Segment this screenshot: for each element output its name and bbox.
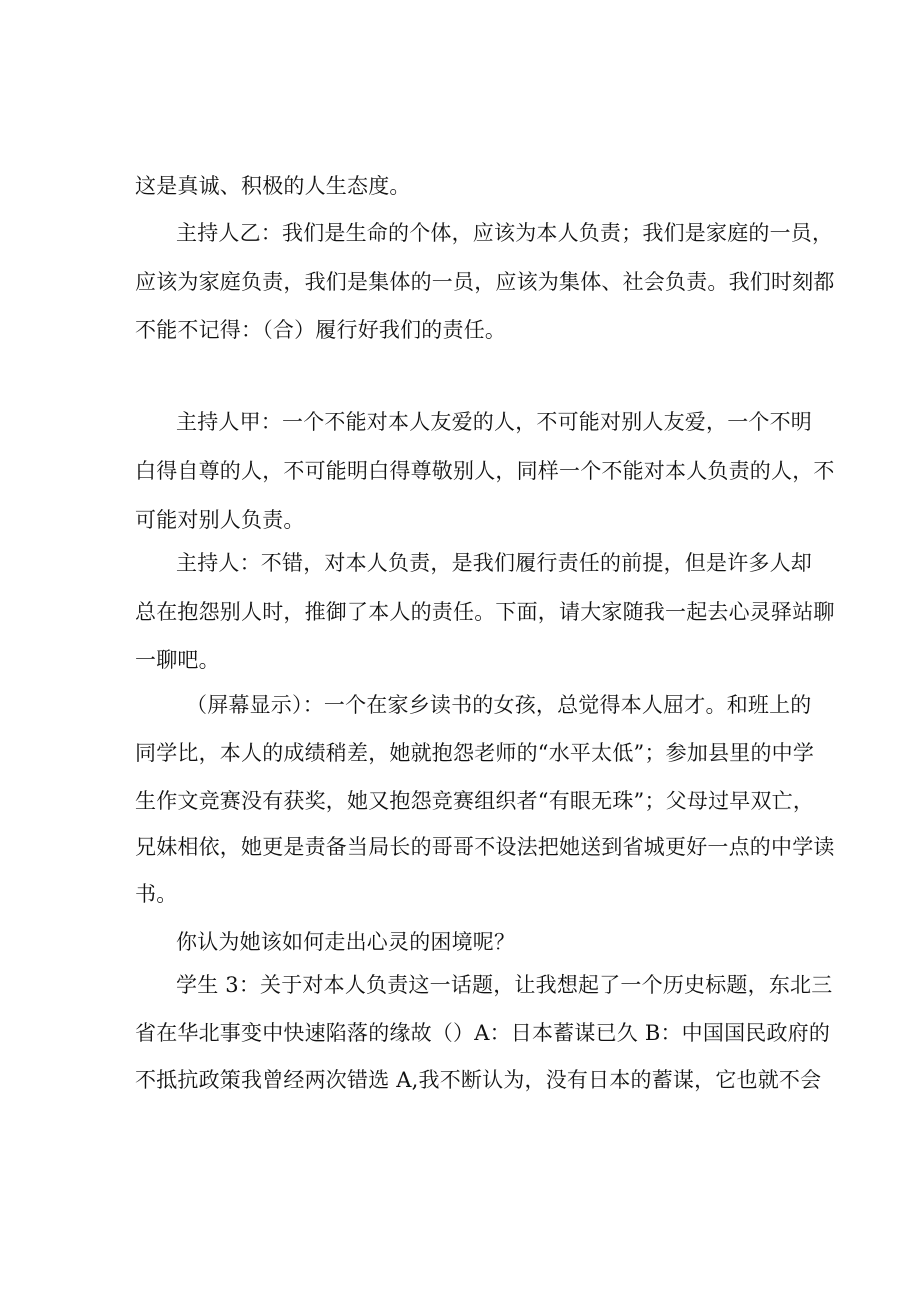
paragraph-5-line-1: （屏幕显示）：一个在家乡读书的女孩，总觉得本人屈才。和班上的	[186, 693, 812, 717]
paragraph-7-line-2: 省在华北事变中快速陷落的缘故（）A：日本蓄谋已久 B：中国国民政府的	[135, 1021, 831, 1045]
paragraph-3-line-2: 白得自尊的人，不可能明白得尊敬别人，同样一个不能对本人负责的人，不	[135, 459, 835, 483]
paragraph-4-line-1: 主持人：不错，对本人负责，是我们履行责任的前提，但是许多人却	[176, 551, 812, 575]
paragraph-4-line-2: 总在抱怨别人时，推御了本人的责任。下面，请大家随我一起去心灵驿站聊	[135, 600, 835, 624]
paragraph-3-line-1: 主持人甲：一个不能对本人友爱的人，不可能对别人友爱，一个不明	[176, 410, 812, 434]
paragraph-5-line-5: 书。	[135, 882, 178, 906]
paragraph-2-line-3: 不能不记得：（合）履行好我们的责任。	[135, 318, 507, 342]
paragraph-2-line-2: 应该为家庭负责，我们是集体的一员，应该为集体、社会负责。我们时刻都	[135, 270, 835, 294]
paragraph-5-line-2: 同学比，本人的成绩稍差，她就抱怨老师的“水平太低”；参加县里的中学	[135, 741, 815, 765]
paragraph-1-line-1: 这是真诚、积极的人生态度。	[135, 174, 411, 198]
paragraph-5-line-3: 生作文竞赛没有获奖，她又抱怨竞赛组织者“有眼无珠”；父母过早双亡，	[135, 789, 815, 813]
paragraph-7-line-1: 学生 3：关于对本人负责这一话题，让我想起了一个历史标题，东北三	[176, 973, 833, 997]
paragraph-2-line-1: 主持人乙：我们是生命的个体，应该为本人负责；我们是家庭的一员，	[176, 221, 834, 245]
paragraph-4-line-3: 一聊吧。	[135, 648, 220, 672]
paragraph-5-line-4: 兄妹相依，她更是责备当局长的哥哥不设法把她送到省城更好一点的中学读	[135, 835, 835, 859]
paragraph-6-line-1: 你认为她该如何走出心灵的困境呢？	[176, 930, 516, 954]
paragraph-3-line-3: 可能对别人负责。	[135, 508, 305, 532]
paragraph-7-line-3: 不抵抗政策我曾经两次错选 A,我不断认为，没有日本的蓄谋，它也就不会	[135, 1068, 822, 1092]
